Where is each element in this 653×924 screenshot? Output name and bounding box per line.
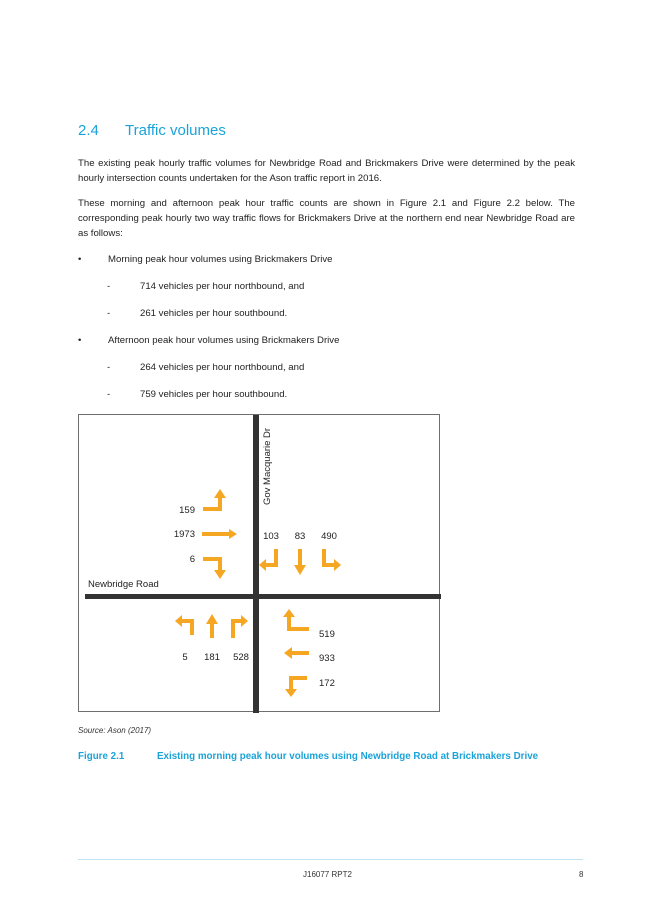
volume-label: 528 [233,652,249,663]
sub-bullet-marker: - [107,389,111,400]
section-title: Traffic volumes [125,122,226,139]
volume-label: 83 [294,531,306,542]
sub-bullet-text: 714 vehicles per hour northbound, and [140,281,305,292]
turn-up-right-arrow-icon [231,615,248,638]
figure-caption-text: Existing morning peak hour volumes using Newbridge Road at Brickmakers Drive [157,751,539,762]
volume-label: 5 [182,652,188,663]
volume-label: 933 [319,653,335,664]
turn-left-up-arrow-icon [283,609,309,631]
turn-left-up-arrow-icon [203,489,226,511]
turn-down-right-arrow-icon [322,549,341,571]
through-north-arrow-icon [206,614,218,638]
paragraph-1: The existing peak hourly traffic volumes for Newbridge Road and Brickmakers Drive were determined by the peak hourly intersection counts undertaken for the Ason traffic report in 2016. [78,158,575,184]
volume-label: 103 [263,531,279,542]
intersection-svg [79,415,441,713]
sub-bullet-marker: - [107,281,111,292]
sub-bullet-text: 759 vehicles per hour southbound. [140,389,288,400]
figure-number: Figure 2.1 [78,751,125,762]
horizontal-road [85,594,441,599]
bullet-text: Morning peak hour volumes using Brickmakers Drive [108,254,333,265]
footer-doc-id: J16077 RPT2 [303,870,352,879]
paragraph-2: These morning and afternoon peak hour traffic counts are shown in Figure 2.1 and Figure 2.2 below. The corresponding peak hourly two way traffic flows for Brickmakers Drive at the northern end near Newbridge Road are as follows: [78,198,575,239]
volume-label: 490 [321,531,337,542]
bullet-marker: • [78,254,82,265]
horizontal-road-label: Newbridge Road [88,579,159,590]
section-heading [78,122,226,139]
turn-up-left-arrow-icon [175,615,194,635]
volume-label: 6 [189,554,195,565]
volume-label: 172 [319,678,335,689]
sub-bullet-marker: - [107,362,111,373]
footer-divider [78,859,583,860]
through-south-arrow-icon [294,549,306,575]
page-number: 8 [579,870,584,879]
through-west-arrow-icon [284,647,309,659]
sub-bullet-text: 261 vehicles per hour southbound. [140,308,288,319]
turn-right-down-arrow-icon [203,557,226,579]
bullet-marker: • [78,335,82,346]
volume-label: 181 [204,652,220,663]
bullet-text: Afternoon peak hour volumes using Brickmakers Drive [108,335,340,346]
intersection-diagram [78,414,440,712]
through-east-arrow-icon [202,529,237,539]
figure-caption [78,751,538,762]
turn-down-left-arrow-icon [259,549,278,571]
sub-bullet-marker: - [107,308,111,319]
turn-left-down-arrow-icon [285,676,307,697]
section-number: 2.4 [78,122,99,139]
volume-label: 519 [319,629,335,640]
vertical-road [253,415,259,713]
volume-label: 1973 [173,529,195,540]
volume-label: 159 [179,505,195,516]
figure-source: Source: Ason (2017) [78,726,152,735]
vertical-road-label: Gov Macquarie Dr [262,427,273,505]
sub-bullet-text: 264 vehicles per hour northbound, and [140,362,305,373]
